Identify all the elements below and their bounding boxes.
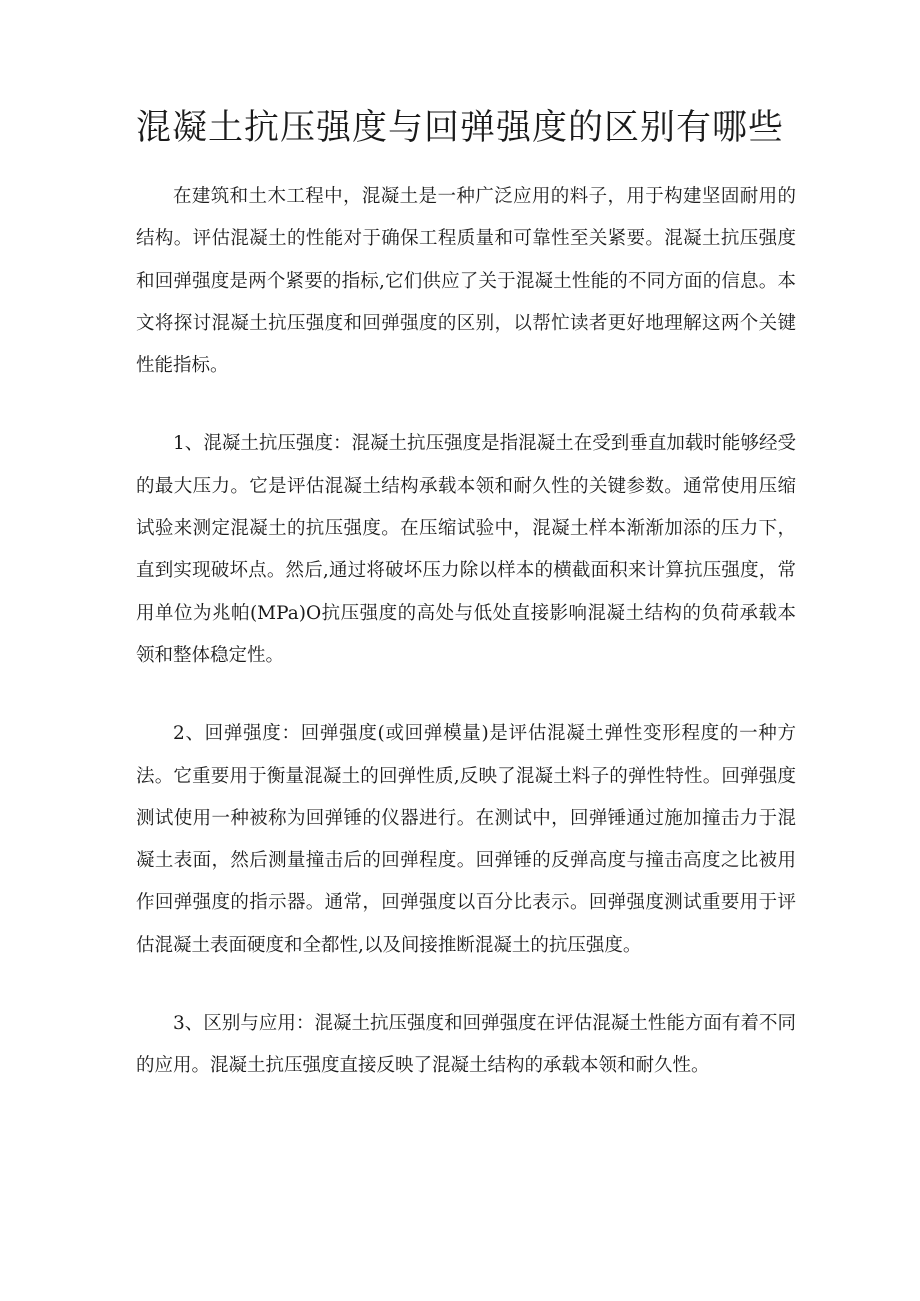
difference-application-paragraph: 3、区别与应用：混凝土抗压强度和回弹强度在评估混凝土性能方面有着不同的应用。混凝土抗压强度直接反映了混凝土结构的承载本领和耐久性。 xyxy=(136,1013,796,1077)
compressive-strength-paragraph: 1、混凝土抗压强度：混凝土抗压强度是指混凝土在受到垂直加载时能够经受的最大压力。它是评估混凝土结构承载本领和耐久性的关键参数。通常使用压缩试验来测定混凝土的抗压强度。在压缩试验中，混凝土样本渐渐加添的压力下，直到实现破坏点。然后,通过将破坏压力除以样本的横截面积来计算抗压强度，常用单位为兆帕(MPa)O抗压强度的高处与低处直接影响混凝土结构的负荷承载本领和整体稳定性。 xyxy=(136,433,796,666)
document-body xyxy=(136,176,796,1124)
page-title: 混凝土抗压强度与回弹强度的区别有哪些 xyxy=(135,108,784,148)
intro-paragraph: 在建筑和土木工程中，混凝土是一种广泛应用的料子，用于构建坚固耐用的结构。评估混凝土的性能对于确保工程质量和可靠性至关紧要。混凝土抗压强度和回弹强度是两个紧要的指标,它们供应了关于混凝土性能的不同方面的信息。本文将探讨混凝土抗压强度和回弹强度的区别，以帮忙读者更好地理解这两个关键性能指标。 xyxy=(136,186,796,377)
rebound-strength-paragraph: 2、回弹强度：回弹强度(或回弹模量)是评估混凝土弹性变形程度的一种方法。它重要用于衡量混凝土的回弹性质,反映了混凝土料子的弹性特性。回弹强度测试使用一种被称为回弹锤的仪器进行。在测试中，回弹锤通过施加撞击力于混凝土表面，然后测量撞击后的回弹程度。回弹锤的反弹高度与撞击高度之比被用作回弹强度的指示器。通常，回弹强度以百分比表示。回弹强度测试重要用于评估混凝土表面硬度和全都性,以及间接推断混凝土的抗压强度。 xyxy=(136,723,796,956)
